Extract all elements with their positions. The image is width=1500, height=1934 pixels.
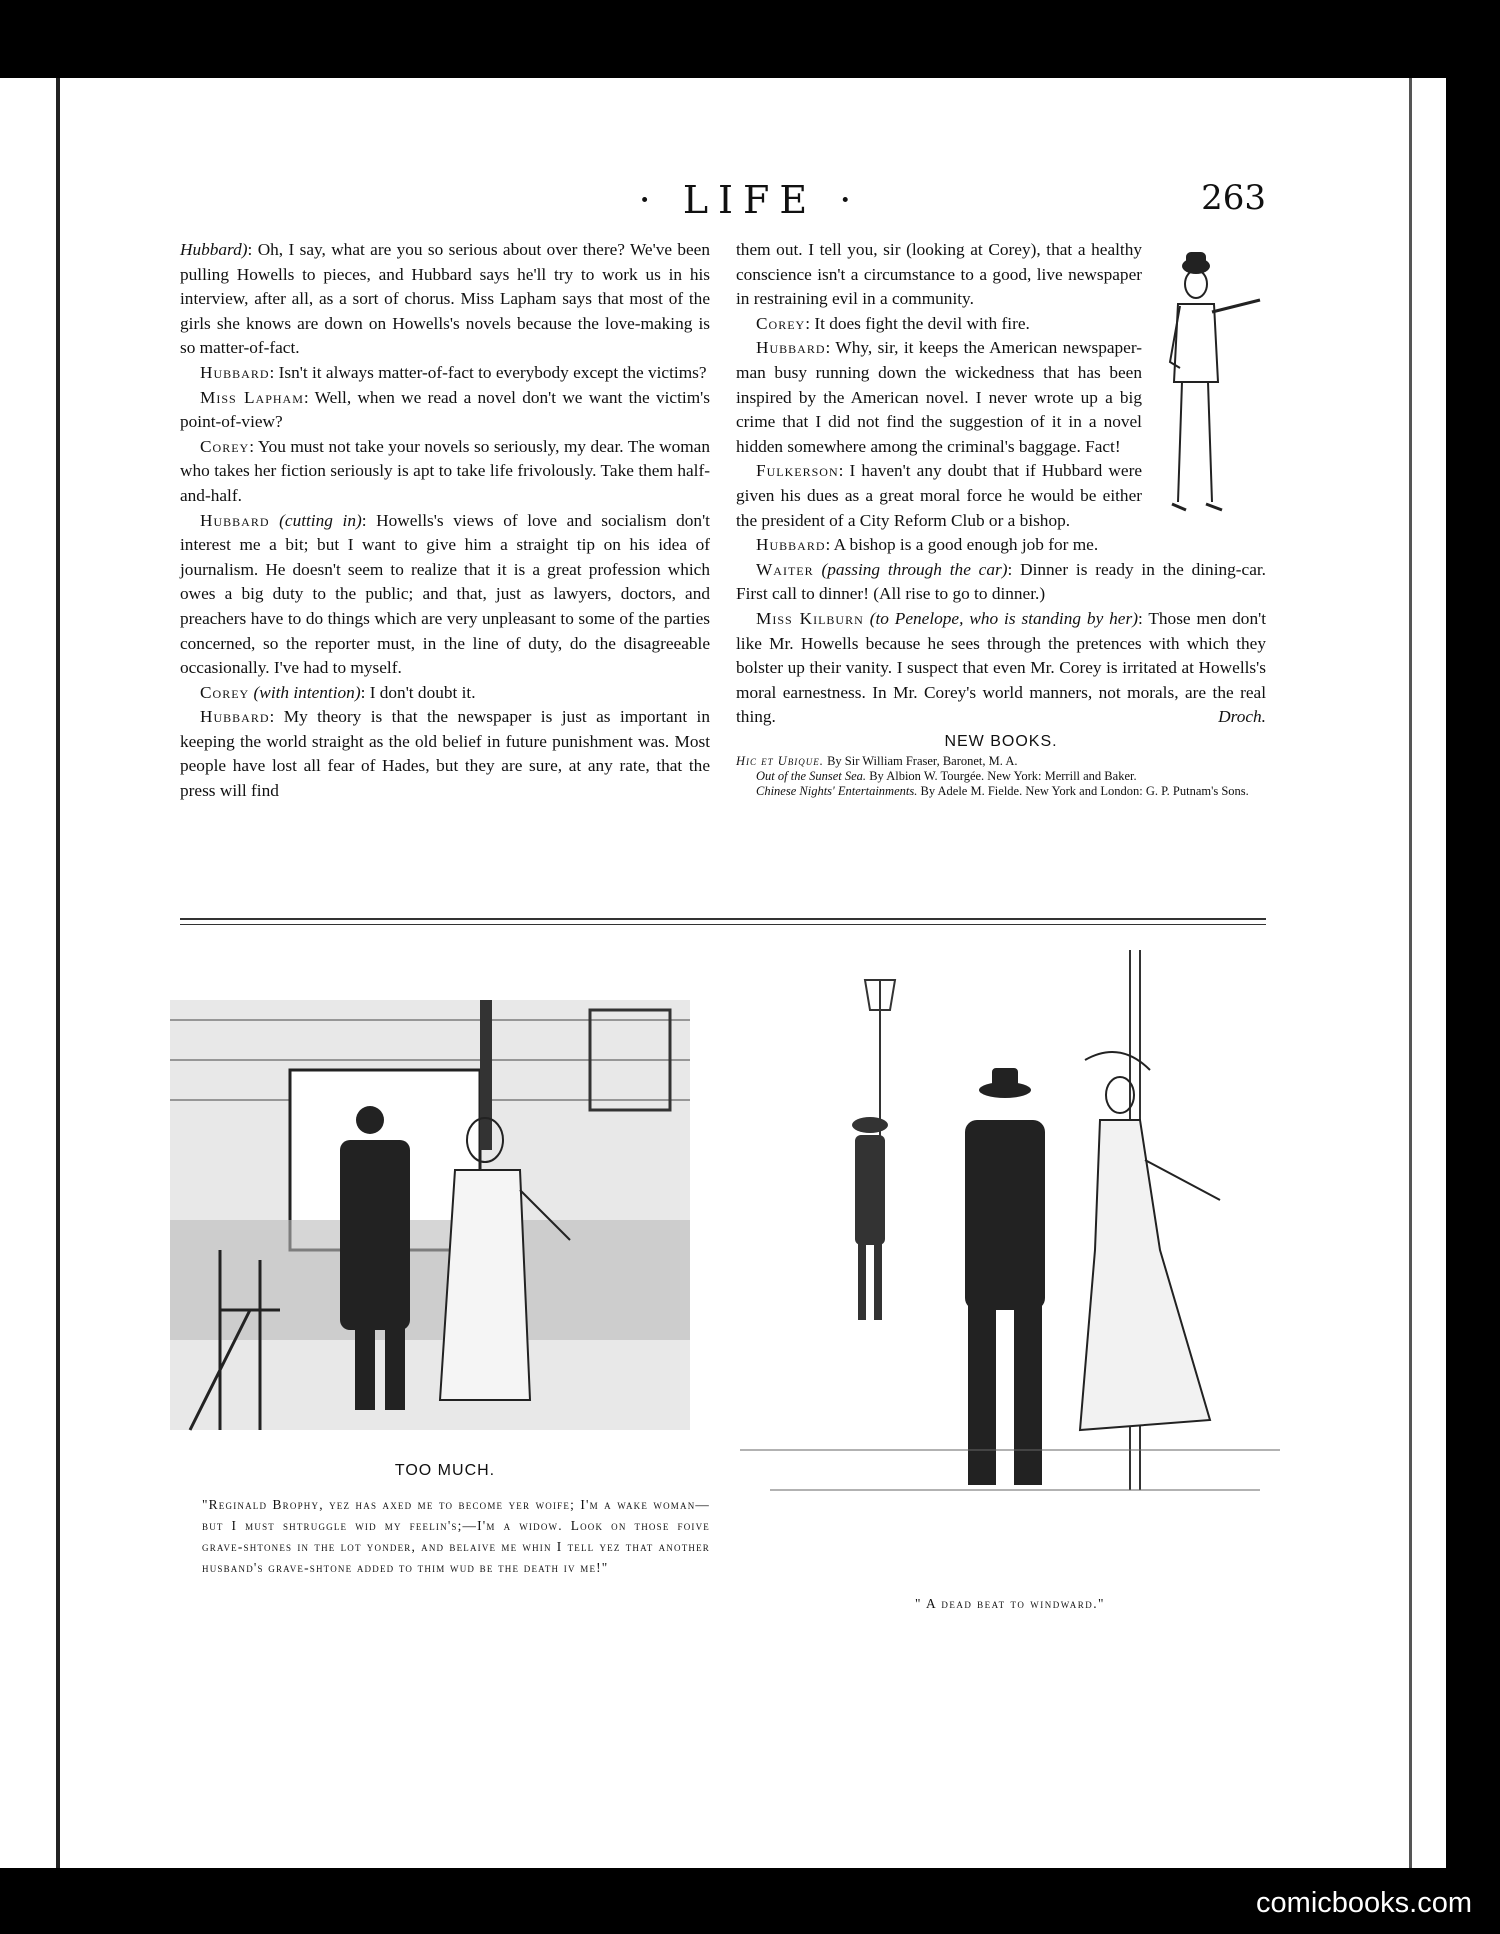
- book-entry: Chinese Nights' Entertainments. By Adele M. Fielde. New York and London: G. P. Putnam's Sons.: [756, 784, 1249, 799]
- paragraph: Fulkerson: I haven't any doubt that if Hubbard were given his dues as a great moral force he would be either the president of a City Reform Club or a bishop.: [736, 461, 1142, 530]
- paragraph: Miss Kilburn (to Penelope, who is standing by her): Those men don't like Mr. Howells because he sees through the pretences with which they bolster up their vanity. I suspect that even Mr. Corey is irritated at Howells's moral earnestness. In Mr. Corey's world manners, not morals, are the real thing. Droch.: [736, 607, 1266, 730]
- book-entry: Hic et Ubique. By Sir William Fraser, Baronet, M. A.: [736, 754, 1018, 769]
- paragraph: them out. I tell you, sir (looking at Corey), that a healthy conscience isn't a circumstance to a good, live newspaper in restraining evil in a community.: [736, 240, 1142, 309]
- paragraph: Hubbard (cutting in): Howells's views of love and socialism don't interest me a bit; but I want to give him a straight tip on his idea of journalism. He doesn't seem to realize that it is a great profession which owes a big duty to the public; and that, just as lawyers, doctors, and preachers have to do things which are very unpleasant to some of the parties concerned, so the reporter must, in the line of duty, do the disagreeable occasionally. I've had to myself.: [180, 510, 710, 678]
- dead-beat-illustration: [740, 950, 1280, 1540]
- paragraph: Waiter (passing through the car): Dinner is ready in the dining-car. First call to dinner! (All rise to go to dinner.): [736, 559, 1266, 604]
- left-column: [180, 238, 710, 804]
- page-edge: [1409, 78, 1412, 1868]
- book-entry: Out of the Sunset Sea. By Albion W. Tourgée. New York: Merrill and Baker.: [756, 769, 1137, 784]
- cartoon-caption: " A dead beat to windward.": [914, 1596, 1106, 1611]
- cartoon-title: TOO MUCH.: [394, 1462, 496, 1479]
- page-number: 263: [1201, 178, 1266, 218]
- paragraph: Corey: It does fight the devil with fire.: [756, 313, 1030, 333]
- section-divider: [180, 924, 1266, 925]
- right-column: [736, 238, 1266, 799]
- cartoon-caption: "Reginald Brophy, yez has axed me to become yer woife; I'm a wake woman—but I must shtruggle wid my feelin's;—I'm a widow. Look on those foive grave-shtones in the lot yonder, and belaive me whin I tell yez that another husband's grave-shtone added to thim wud be the death iv me!": [202, 1497, 710, 1575]
- signature: Droch.: [1218, 707, 1266, 727]
- paragraph: Hubbard): Oh, I say, what are you so serious about over there? We've been pulling Howells to pieces, and Hubbard says he'll try to work us in his interview, after all, as a sort of chorus. Miss Lapham says that most of the girls she knows are down on Howells's novels because the love-making is so matter-of-fact.: [180, 240, 710, 358]
- section-divider: [180, 918, 1266, 920]
- paragraph: Hubbard: My theory is that the newspaper is just as important in keeping the world straight as the old belief in future punishment was. Most people have lost all fear of Hades, but they are sure, at any rate, that the press will find: [180, 707, 710, 801]
- new-books-heading: NEW BOOKS.: [944, 732, 1058, 750]
- watermark: comicbooks.com: [1256, 1887, 1472, 1919]
- paragraph: Corey: You must not take your novels so seriously, my dear. The woman who takes her fiction seriously is apt to take life frivolously. Take them half-and-half.: [180, 436, 710, 505]
- binding-edge: [56, 78, 60, 1868]
- gentleman-illustration: [1156, 242, 1266, 532]
- page-header: [0, 178, 1500, 228]
- masthead: · LIFE ·: [638, 178, 862, 222]
- paragraph: Hubbard: Why, sir, it keeps the American newspaper-man busy running down the wickedness that has been inspired by the American novel. I never wrote up a big crime that I did not find the suggestion of it in a novel hidden somewhere among the criminal's baggage. Fact!: [736, 338, 1142, 456]
- paragraph: Miss Lapham: Well, when we read a novel don't we want the victim's point-of-view?: [180, 387, 710, 432]
- paragraph: Corey (with intention): I don't doubt it.: [200, 682, 476, 702]
- paragraph: Hubbard: A bishop is a good enough job for me.: [756, 535, 1099, 555]
- paragraph: Hubbard: Isn't it always matter-of-fact to everybody except the victims?: [200, 362, 707, 382]
- too-much-illustration: [130, 980, 730, 1450]
